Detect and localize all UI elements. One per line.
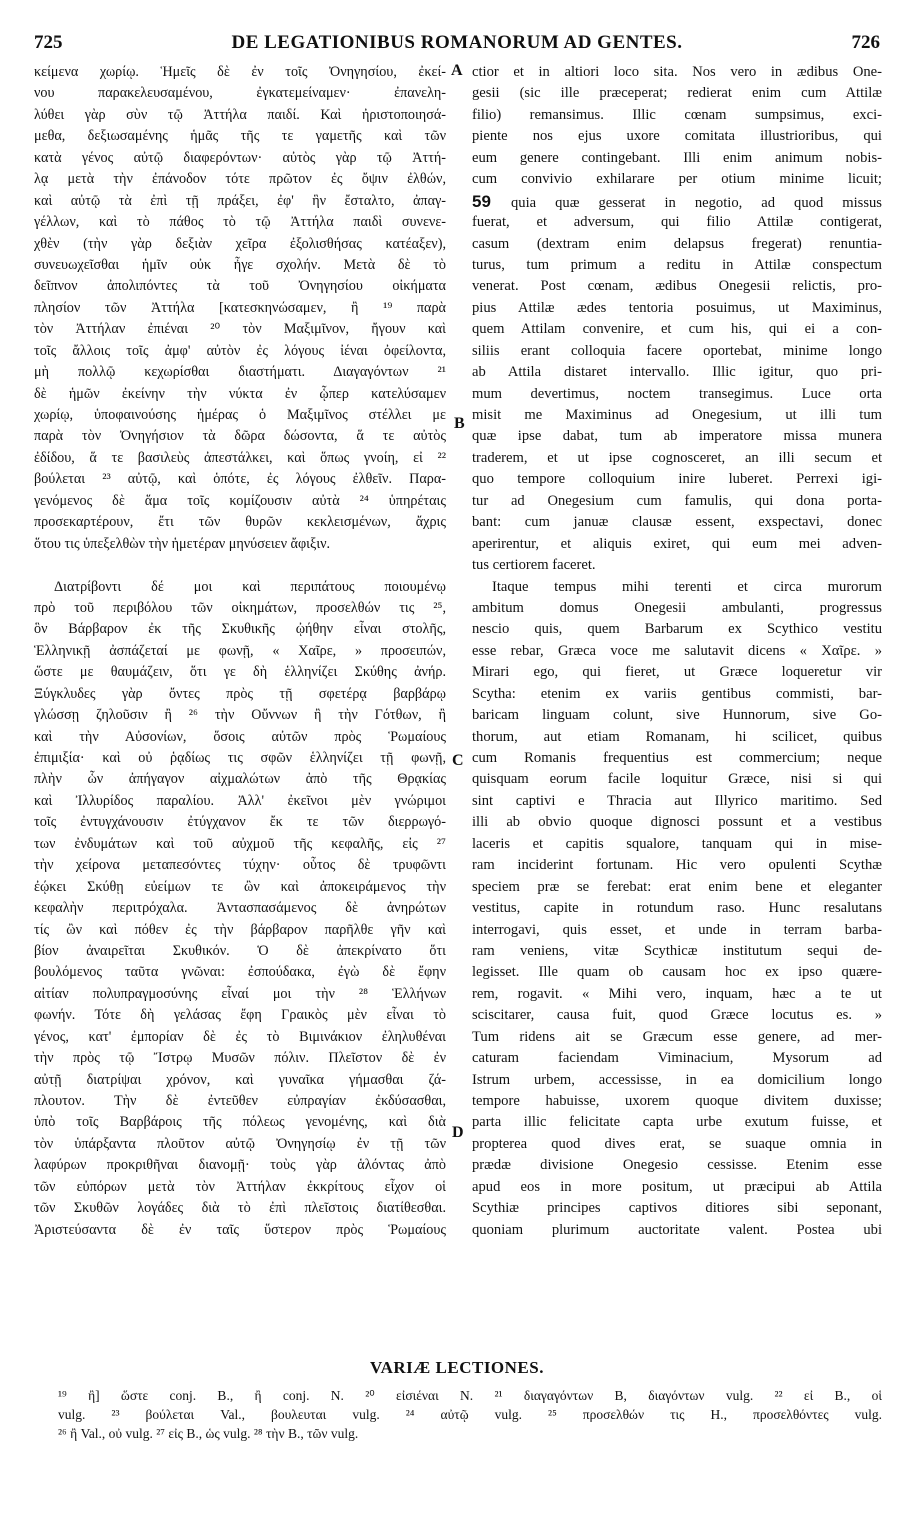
text-line: τῶν Σκυθῶν λογάδες διὰ τὸ ἐπὶ πλεῖστοις διατίθεσθαι. bbox=[34, 1200, 446, 1217]
variae-lectiones-title: VARIÆ LECTIONES. bbox=[370, 1358, 544, 1377]
text-line: Scytha: etenim ex variis gentibus commisti, bar- bbox=[472, 685, 882, 702]
text-line: τὴν πρὸς τῷ Ἴστρῳ Μυσῶν πόλιν. Πλεῖστον δὲ ἐν bbox=[34, 1050, 446, 1067]
text-line bbox=[472, 191, 882, 212]
text-line: λᾳ μετὰ τὴν ἐπάνοδον τότε πρῶτον ἐς ὄψιν ἐλθών, bbox=[34, 171, 446, 188]
text-line: ctior et in altiori loco sita. Nos vero in ædibus One- bbox=[472, 64, 882, 80]
text-line: ἐδίδου, ἅ τε βασιλεὺς ἀπεστάλκει, καὶ ὅπως γνοίη, εἰ ²² bbox=[34, 449, 446, 466]
text-line: ὅτου τις ὑπεξελθὼν τὴν ἡμετέραν μηνύσειεν ἄφιξιν. bbox=[34, 535, 331, 552]
text-line: quæ ipse dabat, tum ab imperatore missa munera bbox=[472, 428, 882, 445]
text-line: laceris et capitis squalore, tanquam qui in mise- bbox=[472, 835, 882, 852]
text-line: piente nos ejus uxore comitata illustrioribus, qui bbox=[472, 128, 882, 145]
text-line: thorum, aut etiam Romanam, hi scilicet, quibus bbox=[472, 728, 882, 745]
margin-mark-b: B bbox=[454, 415, 465, 432]
paragraph-gap bbox=[34, 555, 446, 576]
text-line: βίον ἀναιρεῖται Σκυθικόν. Ὁ δὲ ἀπεκρίνατο ὅτι bbox=[34, 942, 446, 959]
text-line: casum (dextram enim delapsus fregerat) renuntia- bbox=[472, 235, 882, 252]
text-line: eum genere contingebant. Illi enim animum nobis- bbox=[472, 149, 882, 166]
text-line: τὴν χείρονα μεταπεσόντες τύχην· οὗτος δὲ τρυφῶντι bbox=[34, 857, 446, 874]
text-line: τίς ὢν καὶ πόθεν ἐς τὴν βάρβαρον παρῆλθε γῆν καὶ bbox=[34, 921, 446, 938]
text-line: λύθει γὰρ σὺν τῷ Ἀττήλα παιδί. Καὶ ἠριστοποιησά- bbox=[34, 106, 446, 123]
text-line: νου παρακελευσαμένου, ἐγκατεμείναμεν· ἐπανελη- bbox=[34, 85, 446, 102]
text-line: bant: cum januæ clausæ essent, exspectavi, donec bbox=[472, 514, 882, 531]
greek-column bbox=[34, 62, 446, 1241]
text-line: Tum ridens ait se Græcum esse genere, ad mer- bbox=[472, 1028, 882, 1045]
text-line: interrogavi, quis esset, et unde in terram barba- bbox=[472, 921, 882, 938]
text-line: venerat. Post cœnam, ædibus Onegesii relictis, pro- bbox=[472, 278, 882, 295]
text-line: προσεκαρτέρουν, ἔτι τῶν θυρῶν κεκλεισμένων, ἄχρις bbox=[34, 514, 446, 531]
text-line: Ξύγκλυδες γὰρ ὄντες πρὸς τῇ σφετέρᾳ βαρβάρῳ bbox=[34, 685, 446, 702]
text-line: καὶ τὴν Αὐσονίων, ὅσοις αὐτῶν πρὸς Ῥωμαίους bbox=[34, 728, 446, 745]
text-line: βουλόμενος ταῦτα γνῶναι: ἐσπούδακα, ἐγὼ δὲ ἔφην bbox=[34, 964, 446, 981]
text-line: τὸν Ἀττήλαν ἐπιέναι ²⁰ τὸν Μαξιμῖνον, ἤγουν καὶ bbox=[34, 321, 446, 338]
text-line: γενόμενος δὲ ἅμα τοῖς κομίζουσιν αὐτὰ ²⁴ ὑπηρέταις bbox=[34, 492, 446, 509]
text-line: quisquam eorum facile loquitur Græce, nisi si qui bbox=[472, 771, 882, 788]
text-line: χωρίῳ, ὑποφαινούσης ἡμέρας ὁ Μαξιμῖνος στέλλει με bbox=[34, 407, 446, 423]
text-line: ram inciderint fortunam. Hic vero opulenti Scythæ bbox=[472, 857, 882, 874]
folio-number: 59 bbox=[472, 191, 511, 211]
text-line: mum devertimus, noctem transegimus. Luce orta bbox=[472, 385, 882, 402]
text-line: χθὲν (τὴν γὰρ δεξιὰν χεῖρα ἐξολισθήσας κατέαξεν), bbox=[34, 235, 446, 252]
text-line: misit me Maximinus ad Onegesium, ut illi tum bbox=[472, 407, 882, 423]
text-line: ἐπιμιξία· καὶ οὐ ῥᾳδίως τις σφῶν ἑλληνίζει τῇ φωνῇ, bbox=[34, 750, 446, 766]
text-line: κείμενα χωρίῳ. Ἡμεῖς δὲ ἐν τοῖς Ὀνηγησίου, ἐκεί- bbox=[34, 64, 446, 80]
page-number-left: 725 bbox=[34, 32, 63, 53]
text-line: gesii (sic ille præceperat; redierat enim cum Attilæ bbox=[472, 85, 882, 102]
margin-mark-c: C bbox=[452, 752, 464, 769]
text-line: Ἀριστεύσαντα δὲ ἐν ταῖς ὕστερον πρὸς Ῥωμαίους bbox=[34, 1221, 446, 1238]
text-line: δεῖπνον ἀπολιπόντες τὰ τοῦ Ὀνηγησίου οἰκήματα bbox=[34, 278, 446, 295]
text-line: μὴ πολλῷ κεχωρίσθαι διαστήματι. Διαγαγόντων ²¹ bbox=[34, 364, 446, 381]
text-line: rem, rogavit. « Mihi vero, inquam, hæc a te ut bbox=[472, 985, 882, 1002]
text-line: ὥστε με θαυμάζειν, ὅτι γε δὴ ἑλληνίζει Σκύθης ἀνήρ. bbox=[34, 664, 446, 681]
text-line: Istrum urbem, accessisse, in ea domicilium longo bbox=[472, 1071, 882, 1088]
text-line: siliis erant colloquia facere oportebat, minime longo bbox=[472, 342, 882, 359]
text-line: των ἐνδυμάτων καὶ τοῦ αὐχμοῦ τῆς κεφαλῆς, εἰς ²⁷ bbox=[34, 835, 446, 852]
text-line: prædæ divisione Onegesio cessisse. Etenim esse bbox=[472, 1157, 882, 1174]
text-line: πλουτον. Τὴν δὲ ἐντεῦθεν εὐπραγίαν ἐκδύσασθαι, bbox=[34, 1093, 446, 1109]
text-line: ¹⁹ ἢ] ὥστε conj. B., ἢ conj. N. ²⁰ εἰσιέναι N. ²¹ διαγαγόντων B, διαγόντων vulg. ²² εἰ B., οἱ bbox=[58, 1388, 882, 1403]
text-line: cum Romanis frequentius est commercium; neque bbox=[472, 750, 882, 766]
text-line: Mirari ego, qui fieret, ut Græce loqueretur vir bbox=[472, 664, 882, 681]
text-line: αὐτῇ διατρίψαι χρόνον, καὶ γυναῖκα γήμασθαι ζά- bbox=[34, 1071, 446, 1088]
text-line: ambitum domus Onegesii ambulanti, progressus bbox=[472, 599, 882, 616]
text-line: vestitus, capite in rotundum raso. Hunc resalutans bbox=[472, 900, 882, 917]
text-line: κατὰ γένος αὐτῷ διαφερόντων· αὐτὸς γὰρ τῷ Ἀττή- bbox=[34, 149, 446, 166]
text-line: tur ad Onegesium cum famulis, qui dona porta- bbox=[472, 492, 882, 509]
text-line: τῶν εὐπόρων μετὰ τὸν Ἀττήλαν ἐκκρίτους εἶχον οἱ bbox=[34, 1178, 446, 1195]
text-line: παρὰ τὸν Ὀνηγήσιον τὰ δῶρα δώσοντα, ἅ τε αὐτὸς bbox=[34, 428, 446, 445]
text-line: μεθα, δεξιωσαμένης ἡμᾶς τῆς τε γαμετῆς καὶ τῶν bbox=[34, 128, 446, 145]
text-line: λαφύρων προκριθῆναι διανομῇ· τοὺς γὰρ ἁλόντας ἀπὸ bbox=[34, 1157, 446, 1174]
text-line: γένος, κατ' ἐμπορίαν δὲ ἐς τὸ Βιμινάκιον ἐληλυθέναι bbox=[34, 1028, 446, 1045]
text-line: sint captivi e Thracia aut Illyrico maritimo. Sed bbox=[472, 792, 882, 809]
running-header bbox=[34, 32, 880, 60]
text-line: aperirentur, et aliquis exiret, qui eum mei adven- bbox=[472, 535, 882, 552]
text-line: quo tempore colloquium inire luberet. Perrexi igi- bbox=[472, 471, 882, 488]
text-line: tempore habuisse, uxorem quoque divitem duxisse; bbox=[472, 1093, 882, 1109]
text-line: κεφαλὴν περιτρόχαλα. Ἀντασπασάμενος δὲ ἀνηρώτων bbox=[34, 900, 446, 917]
text-line: parta illic felicitate capta urbe exutum fuisse, et bbox=[472, 1114, 882, 1131]
text-line: γέλλων, καὶ τὸ πάθος τὸ τῷ Ἀττήλα παιδὶ συνενε- bbox=[34, 214, 446, 231]
text-line: filio) remansimus. Illic cœnam sumpsimus, exci- bbox=[472, 106, 882, 123]
text-line-rest: quia quæ gesserat in negotio, ad quod missus bbox=[511, 194, 882, 211]
text-line: ram veniens, vitæ Scythicæ institutum sequi de- bbox=[472, 942, 882, 959]
text-line: traderem, et ut ipse cognosceret, an illi secum et bbox=[472, 449, 882, 466]
text-line: αἰτίαν πολυπραγμοσύνης εἶναί μοι τὴν ²⁸ Ἑλλήνων bbox=[34, 985, 446, 1002]
text-line: cum convivio exhilarare per otium minime licuit; bbox=[472, 171, 882, 188]
text-line: vulg. ²³ βούλεται Val., βουλευται vulg. ²⁴ αὐτῷ vulg. ²⁵ προσελθών τις H., προσελθόντες vulg. bbox=[58, 1407, 882, 1422]
text-line: illi ab obvio quoque dignosci possunt et a vestibus bbox=[472, 814, 882, 831]
text-line: tus certiorem faceret. bbox=[472, 557, 596, 574]
latin-column bbox=[472, 62, 882, 1241]
text-line: Διατρίβοντι δέ μοι καὶ περιπάτους ποιουμένῳ bbox=[54, 578, 446, 595]
page-number-right: 726 bbox=[851, 32, 880, 53]
text-line: τοῖς ἄλλοις τοῖς ἀμφ' αὐτὸν ἐς λόγους ἰέναι ὀφείλοντα, bbox=[34, 342, 446, 359]
text-line: turus, tum primum a reditu in Attilæ conspectum bbox=[472, 256, 882, 273]
text-line: ὃν Βάρβαρον ἐκ τῆς Σκυθικῆς ᾠήθην εἶναι στολῆς, bbox=[34, 621, 446, 638]
text-line: καὶ αὐτῷ τὰ ἐπὶ τῇ πράξει, ἐφ' ἣν ἔσταλτο, ἀπαγ- bbox=[34, 192, 446, 209]
text-line: esse rebar, Græca voce me salutavit dicens « Χαῖρε. » bbox=[472, 642, 882, 659]
text-line: Ἑλληνικῇ ἀσπάζεταί με φωνῇ, « Χαῖρε, » προσειπών, bbox=[34, 642, 446, 659]
text-line: caturam faciendam Viminacium, Mysorum ad bbox=[472, 1050, 882, 1067]
text-line: fuerat, et adversum, qui filio Attilæ contigerat, bbox=[472, 214, 882, 231]
text-line: πλὴν ὧν ἀπήγαγον αἰχμαλώτων ἀπὸ τῆς Θρᾳκίας bbox=[34, 771, 446, 788]
text-line: τὸν ὑπάρξαντα πλοῦτον αὐτῷ Ὀνηγησίῳ ἐν τῇ τῶν bbox=[34, 1135, 446, 1152]
text-line: quoniam plurimum auctoritate valent. Postea ubi bbox=[472, 1221, 882, 1238]
text-line: Scythiæ principes captivos ditiores sibi seponant, bbox=[472, 1200, 882, 1217]
text-line: apud eos in more positum, ut præcipui ab Attila bbox=[472, 1178, 882, 1195]
text-line: ὑπὸ τοῖς Βαρβάροις τῆς πόλεως γενομένης, καὶ διὰ bbox=[34, 1114, 446, 1131]
text-line: καὶ Ἰλλυρίδος παραλίου. Ἀλλ' ἐκεῖνοι μὲν γνώριμοι bbox=[34, 792, 446, 809]
variae-lectiones-notes bbox=[58, 1386, 882, 1443]
text-line: Itaque tempus mihi terenti et circa murorum bbox=[492, 578, 882, 595]
running-title: DE LEGATIONIBUS ROMANORUM AD GENTES. bbox=[231, 32, 683, 53]
text-line: ἐῴκει Σκύθῃ εὐείμων τε ὢν καὶ ἀποκειράμενος τὴν bbox=[34, 878, 446, 895]
text-line: βούλεται ²³ αὐτῷ, καὶ ὁπότε, ἐς λόγους ἐλθεῖν. Παρα- bbox=[34, 471, 446, 488]
text-line: sciscitarer, causa fuit, quod Græce locutus es. » bbox=[472, 1007, 882, 1024]
text-line: speciem præ se ferebat: erat enim bene et eleganter bbox=[472, 878, 882, 895]
text-line: γλώσσῃ ζηλοῦσιν ἢ ²⁶ τὴν Οὔννων ἢ τὴν Γότθων, ἢ bbox=[34, 707, 446, 724]
text-line: nescio quis, quem Barbarum ex Scythico vestitu bbox=[472, 621, 882, 638]
text-line: τοῖς ἐντυγχάνουσιν ἐτύγχανον ἔκ τε τῶν διερρωγό- bbox=[34, 814, 446, 831]
text-line: πλησίον τῶν Ἀττήλα [κατεσκηνώσαμεν, ἢ ¹⁹ παρὰ bbox=[34, 299, 446, 316]
text-line: legisset. Ille quam ob causam hoc ex ipso quære- bbox=[472, 964, 882, 981]
text-line: propterea quod dives erat, se suaque omnia in bbox=[472, 1135, 882, 1152]
text-line: quem Attilam convenire, et cum his, qui ei a con- bbox=[472, 321, 882, 338]
text-line: δὲ ἡμῶν ἐκείνην τὴν νύκτα ἐν ᾧπερ κατελύσαμεν bbox=[34, 385, 446, 402]
margin-mark-d: D bbox=[452, 1124, 464, 1141]
text-line: ab Attila distaret intervallo. Illic igitur, quo pri- bbox=[472, 364, 882, 381]
text-line: ²⁶ ἢ Val., οὐ vulg. ²⁷ εἰς B., ὡς vulg. ²⁸ τὴν B., τῶν vulg. bbox=[58, 1426, 359, 1441]
text-line: baricam linguam colunt, sive Hunnorum, sive Go- bbox=[472, 707, 882, 724]
margin-mark-a: A bbox=[451, 62, 463, 79]
text-line: pius Attilæ ædes tentoria posuimus, ut Maximinus, bbox=[472, 299, 882, 316]
text-line: πρὸ τοῦ περιβόλου τῶν οἰκημάτων, προσελθών τις ²⁵, bbox=[34, 599, 446, 616]
text-line: φωνήν. Τότε δὴ γελάσας ἔφη Γραικὸς μὲν εἶναι τὸ bbox=[34, 1007, 446, 1024]
text-line: συνευωχεῖσθαι ἡμῖν οὐκ ἦγε σχολήν. Μετὰ δὲ τὸ bbox=[34, 256, 446, 273]
